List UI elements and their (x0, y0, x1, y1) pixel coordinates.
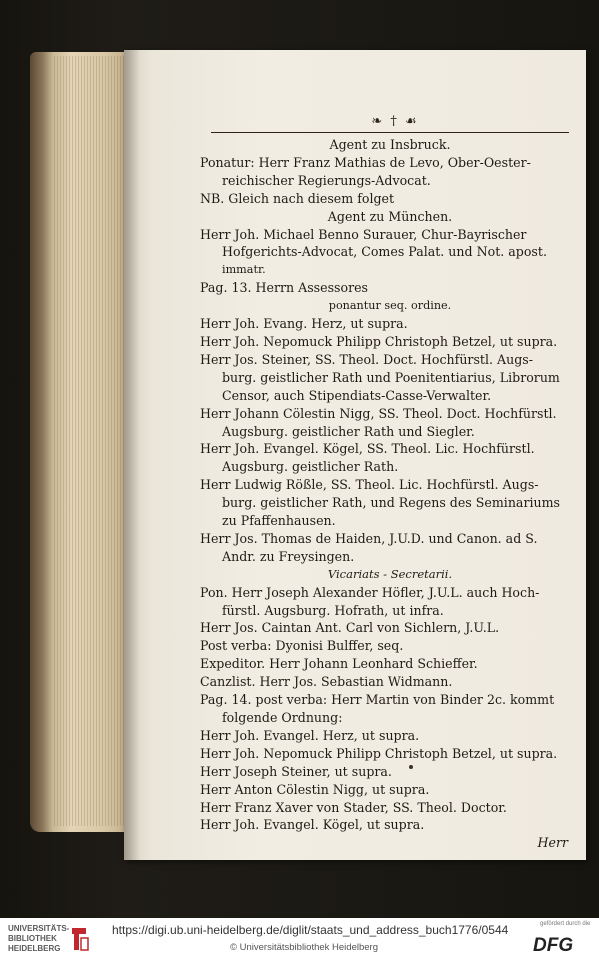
text-line: Herr Joh. Evang. Herz, ut supra. (200, 316, 408, 332)
page-header-ornament: ❧ † ☙ (371, 114, 419, 129)
text-line: Augsburg. geistlicher Rath. (222, 459, 399, 475)
text-line: immatr. (222, 263, 266, 277)
text-line: Pag. 14. post verba: Herr Martin von Binder 2c. kommt (200, 692, 555, 708)
text-line: zu Pfaffenhausen. (222, 513, 336, 529)
text-line: Vicariats - Secretarii. (327, 566, 453, 581)
text-line: burg. geistlicher Rath und Poenitentiarius, Librorum (222, 369, 560, 385)
text-line: Herr Ludwig Rößle, SS. Theol. Lic. Hochfürstl. Augs- (200, 477, 539, 493)
text-line: Post verba: Dyonisi Bulffer, seq. (200, 638, 404, 654)
text-line: Herr Joh. Evangel. Kögel, ut supra. (200, 817, 425, 833)
logo-line-3: HEIDELBERG (8, 944, 61, 953)
text-line: Herr Joh. Evangel. Herz, ut supra. (200, 727, 420, 743)
text-line: Herr Jos. Thomas de Haiden, J.U.D. und Canon. ad S. (200, 530, 538, 546)
text-line: fürstl. Augsburg. Hofrath, ut infra. (222, 602, 444, 618)
text-line: Expeditor. Herr Johann Leonhard Schieffer. (200, 656, 478, 672)
library-logo-text (8, 924, 69, 954)
page-edges (54, 56, 124, 826)
text-line: Herr Joh. Nepomuck Philipp Christoph Betzel, ut supra. (200, 745, 558, 761)
ink-mark (409, 765, 413, 769)
page-gutter-shadow (124, 50, 140, 860)
text-line: Herr Joh. Michael Benno Surauer, Chur-Bayrischer (200, 226, 527, 242)
text-line: NB. Gleich nach diesem folget (200, 190, 395, 206)
text-line: Herr Jos. Caintan Ant. Carl von Sichlern, J.U.L. (200, 620, 500, 636)
text-line: ponantur seq. ordine. (328, 299, 452, 313)
text-line: Hofgerichts-Advocat, Comes Palat. und Not. apost. (222, 244, 547, 260)
dfg-logo[interactable]: DFG (533, 935, 574, 956)
text-line: Herr Anton Cölestin Nigg, ut supra. (200, 781, 430, 797)
text-line: Herr (537, 835, 568, 851)
text-line: Canzlist. Herr Jos. Sebastian Widmann. (200, 674, 453, 690)
text-line: Agent zu München. (327, 208, 453, 224)
text-line: Pon. Herr Joseph Alexander Höfler, J.U.L. auch Hoch- (200, 584, 540, 600)
text-line: Pag. 13. Herrn Assessores (200, 280, 369, 296)
page-text (200, 136, 580, 852)
text-line: folgende Ordnung: (222, 710, 343, 725)
library-logo[interactable] (8, 922, 88, 956)
header-rule (211, 132, 569, 133)
logo-line-1: UNIVERSITÄTS- (8, 924, 70, 933)
text-line: Herr Joh. Nepomuck Philipp Christoph Betzel, ut supra. (200, 333, 558, 349)
logo-line-2: BIBLIOTHEK (8, 934, 57, 943)
library-seal-icon (68, 926, 90, 952)
text-line: Herr Jos. Steiner, SS. Theol. Doct. Hochfürstl. Augs- (200, 351, 533, 367)
text-line: Augsburg. geistlicher Rath und Siegler. (222, 423, 475, 439)
copyright-notice: © Universitätsbibliothek Heidelberg (230, 942, 378, 953)
text-line: Herr Franz Xaver von Stader, SS. Theol. Doctor. (200, 799, 507, 815)
text-line: Andr. zu Freysingen. (222, 548, 355, 564)
text-line: Agent zu Insbruck. (329, 137, 451, 152)
text-line: Censor, auch Stipendiats-Casse-Verwalter. (222, 387, 492, 403)
text-line: reichischer Regierungs-Advocat. (222, 172, 431, 188)
permalink-url[interactable]: https://digi.ub.uni-heidelberg.de/diglit/staats_und_address_buch1776/0544 (112, 923, 509, 937)
text-line: Herr Joseph Steiner, ut supra. (200, 763, 392, 779)
text-line: Herr Joh. Evangel. Kögel, SS. Theol. Lic. Hochfürstl. (200, 441, 535, 457)
viewer-footer (0, 918, 599, 960)
text-line: Ponatur: Herr Franz Mathias de Levo, Ober-Oester- (200, 154, 531, 170)
text-line: burg. geistlicher Rath, und Regens des Seminariums (222, 495, 561, 511)
text-line: Herr Johann Cölestin Nigg, SS. Theol. Doct. Hochfürstl. (200, 405, 557, 421)
funding-note: gefördert durch die (540, 921, 591, 927)
